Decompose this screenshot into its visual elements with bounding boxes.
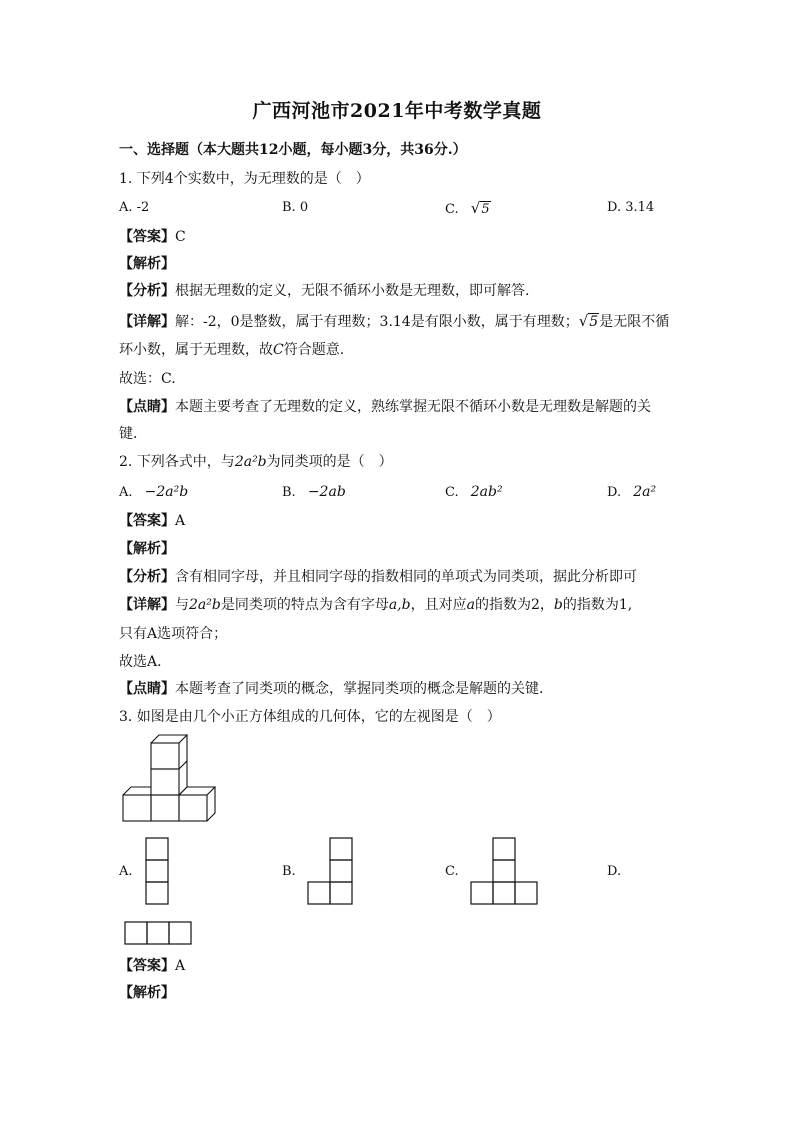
q1-option-d: D. 3.14	[607, 200, 655, 215]
q1-dianjing-line1	[119, 397, 651, 417]
q2-option-a	[119, 482, 188, 503]
q1-dianjing-label: 【点睛】	[119, 399, 175, 415]
q2-xiangjie-text-1b: 是同类项的特点为含有字母	[220, 597, 389, 613]
q2-xiangjie-var-a: a	[466, 597, 475, 613]
q3-option-d-label: D.	[607, 864, 622, 879]
q3-option-d-figure	[124, 921, 194, 945]
q3-cube-figure	[118, 735, 228, 825]
q3-cube-figure-lines	[123, 735, 215, 821]
q2-option-d	[607, 482, 656, 503]
q2-stem-text-a: 2. 下列各式中，与	[119, 454, 235, 470]
q2-xiangjie-text-1e: 的指数为1,	[562, 597, 633, 613]
q3-option-b-label: B.	[282, 864, 296, 879]
q1-option-c-sqrt: √5	[470, 199, 490, 217]
q2-stem	[119, 452, 393, 472]
page-title: 广西河池市2021年中考数学真题	[252, 100, 542, 122]
q1-xiangjie-var: C	[273, 342, 284, 358]
q1-option-c-radicand: 5	[481, 202, 490, 217]
q2-option-d-expr: 2a²	[633, 484, 657, 500]
q2-fenxi-label: 【分析】	[119, 569, 175, 585]
q1-xiangjie-text-1b: 是无限不循	[599, 314, 670, 330]
section-heading: 一、选择题（本大题共12小题，每小题3分，共36分.）	[119, 142, 467, 158]
q1-fenxi-text: 根据无理数的定义，无限不循环小数是无理数，即可解答.	[175, 283, 530, 299]
q1-option-a: A. -2	[119, 200, 150, 215]
q2-xiangjie-label: 【详解】	[119, 597, 175, 613]
q2-option-c	[445, 482, 503, 503]
q3-option-a-label: A.	[119, 864, 133, 879]
q2-option-b-expr: −2ab	[307, 484, 346, 500]
q2-dianjing-label: 【点睛】	[119, 681, 175, 697]
q2-xiangjie-text-1d: 的指数为2，	[474, 597, 554, 613]
q2-xiangjie-text-1a: 与	[175, 597, 189, 613]
q3-option-a-figure	[145, 837, 169, 907]
q2-xiangjie-var-b: b	[553, 597, 563, 613]
q2-xiangjie-line1	[119, 595, 632, 615]
q1-option-b: B. 0	[282, 200, 309, 215]
q1-choose: 故选：C.	[119, 371, 176, 387]
q1-xiangjie-text-2a: 环小数，属于无理数，故	[119, 342, 273, 358]
q2-answer-label: 【答案】	[119, 513, 175, 529]
q2-analysis-label: 【解析】	[119, 541, 175, 557]
q1-analysis-label: 【解析】	[119, 256, 175, 272]
q3-analysis-label: 【解析】	[119, 985, 175, 1001]
q2-option-a-expr: −2a²b	[144, 484, 189, 500]
q3-option-b-figure	[307, 837, 355, 907]
q2-option-a-prefix: A.	[119, 485, 133, 500]
q1-option-c	[445, 198, 491, 220]
q2-answer	[119, 511, 185, 531]
q2-dianjing-text: 本题考查了同类项的概念，掌握同类项的概念是解题的关键.	[175, 681, 544, 697]
q2-fenxi-text: 含有相同字母，并且相同字母的指数相同的单项式为同类项，据此分析即可	[175, 569, 637, 585]
q1-answer-label: 【答案】	[119, 229, 175, 245]
q1-xiangjie-line2	[119, 340, 344, 360]
q2-option-c-expr: 2ab²	[470, 484, 503, 500]
q2-stem-expr: 2a²b	[234, 454, 267, 470]
q2-answer-value: A	[175, 513, 186, 529]
q2-xiangjie-line2: 只有A选项符合；	[119, 626, 228, 642]
q2-option-c-prefix: C.	[445, 485, 459, 500]
q1-fenxi	[119, 281, 529, 301]
q3-stem: 3. 如图是由几个小正方体组成的几何体，它的左视图是（ ）	[119, 709, 501, 725]
q2-option-b	[282, 482, 346, 503]
q2-xiangjie-text-1c: ，且对应	[410, 597, 467, 613]
q1-dianjing-line2: 键.	[119, 426, 138, 442]
q3-answer-label: 【答案】	[119, 958, 175, 974]
q2-xiangjie-vars: a,b	[388, 597, 411, 613]
q3-answer	[119, 956, 185, 976]
q2-option-b-prefix: B.	[282, 485, 296, 500]
q1-xiangjie-text-1a: 解：-2，0是整数，属于有理数；3.14是有限小数，属于有理数；	[175, 314, 579, 330]
q2-choose: 故选A.	[119, 654, 162, 670]
q3-answer-value: A	[175, 958, 186, 974]
q1-xiangjie-label: 【详解】	[119, 314, 175, 330]
q2-fenxi	[119, 567, 637, 587]
q1-answer-value: C	[175, 229, 186, 245]
q1-fenxi-label: 【分析】	[119, 283, 175, 299]
q1-option-c-label: C.	[445, 202, 459, 217]
q1-xiangjie-line1	[119, 311, 669, 332]
q1-xiangjie-sqrt: √5	[578, 312, 599, 330]
q2-dianjing	[119, 679, 543, 699]
q1-dianjing-text-1: 本题主要考查了无理数的定义，熟练掌握无限不循环小数是无理数是解题的关	[175, 399, 651, 415]
q1-xiangjie-radicand: 5	[589, 314, 599, 330]
q1-xiangjie-text-2b: 符合题意.	[283, 342, 345, 358]
q2-stem-text-b: 为同类项的是（ ）	[266, 454, 393, 470]
q1-answer	[119, 227, 186, 247]
q3-option-c-label: C.	[445, 864, 459, 879]
q2-option-d-prefix: D.	[607, 485, 622, 500]
q2-xiangjie-expr: 2a²b	[189, 597, 221, 613]
q3-option-c-figure	[470, 837, 540, 907]
q1-stem: 1. 下列4个实数中，为无理数的是（ ）	[119, 171, 370, 187]
